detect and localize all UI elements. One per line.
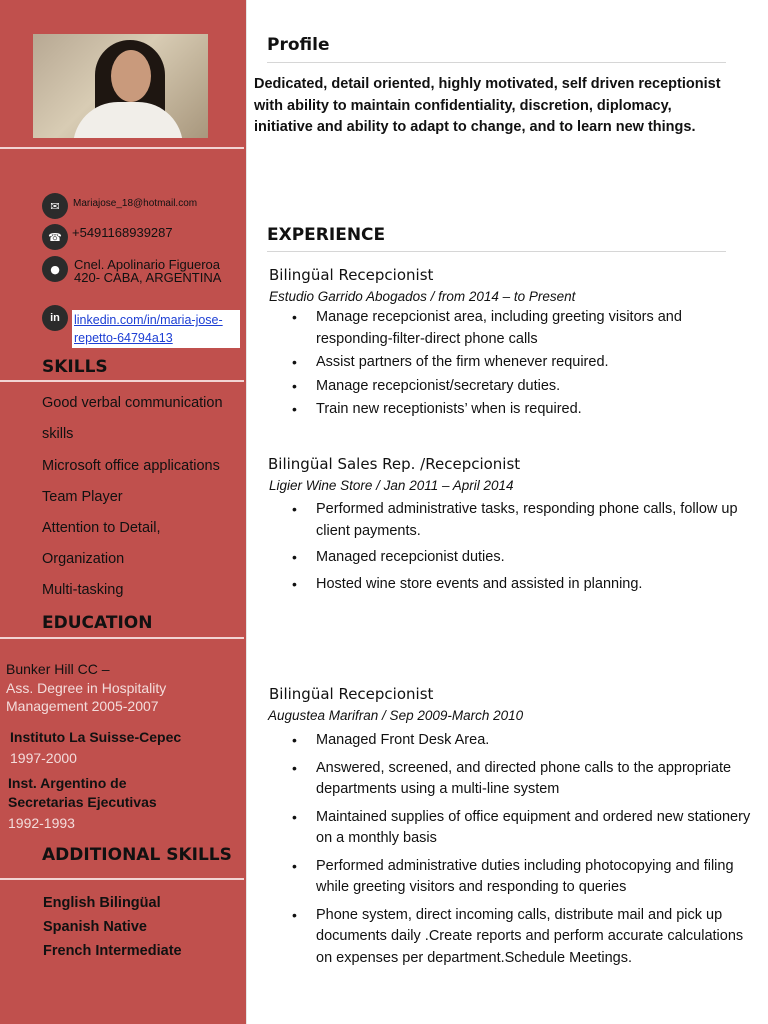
- sidebar: [0, 0, 246, 1024]
- job-bullet: • Hosted wine store events and assisted in planning.: [292, 574, 752, 596]
- phone-text: +5491168939287: [72, 225, 173, 240]
- job-bullet: • Answered, screened, and directed phone calls to the appropriate departments using a multi-line system: [292, 758, 752, 801]
- education-school-3-years: 1992-1993: [8, 815, 75, 831]
- skills-divider: [0, 380, 244, 382]
- job-bullet: • Manage recepcionist area, including greeting visitors and responding-filter-direct phone calls: [292, 307, 752, 350]
- linkedin-link[interactable]: [72, 310, 240, 348]
- address-line-1: Cnel. Apolinario Figueroa: [74, 257, 220, 272]
- linkedin-link-line-1[interactable]: linkedin.com/in/maria-jose-: [74, 313, 223, 327]
- job-bullets: [292, 307, 752, 421]
- job-meta: Estudio Garrido Abogados / from 2014 – to Present: [269, 289, 576, 304]
- skill-item: Good verbal communication: [42, 395, 223, 411]
- profile-text: Dedicated, detail oriented, highly motivated, self driven receptionist with ability to maintain confidentiality, discretion, diplomacy, initiative and ability to adapt to change, and to learn new things.: [254, 76, 721, 135]
- job-bullet: • Assist partners of the firm whenever required.: [292, 352, 752, 374]
- job-title: Bilingüal Recepcionist: [269, 685, 434, 703]
- profile-photo: [33, 34, 208, 138]
- skill-item: Team Player: [42, 489, 123, 505]
- job-meta: Ligier Wine Store / Jan 2011 – April 2014: [269, 478, 514, 493]
- address-line-2: 420- CABA, ARGENTINA: [74, 270, 222, 285]
- additional-skill-item: English Bilingüal: [43, 895, 161, 911]
- additional-skills-heading: ADDITIONAL SKILLS: [42, 845, 232, 865]
- profile-heading: Profile: [267, 35, 330, 55]
- job-bullet: • Performed administrative duties including photocopying and filing while greeting visitors and responding to queries: [292, 856, 752, 899]
- education-degree-line-1: Ass. Degree in Hospitality: [6, 680, 167, 696]
- job-bullet: • Performed administrative tasks, responding phone calls, follow up client payments.: [292, 499, 752, 542]
- education-school-2-years: 1997-2000: [10, 750, 77, 766]
- education-divider: [0, 637, 244, 639]
- education-school-2: Instituto La Suisse-Cepec: [10, 729, 182, 745]
- job-bullets: [292, 499, 752, 595]
- job-meta: Augustea Marifran / Sep 2009-March 2010: [268, 708, 524, 723]
- school-1-name: Bunker Hill CC: [6, 661, 98, 677]
- email-icon: ✉: [42, 193, 68, 219]
- skill-item: skills: [42, 426, 74, 442]
- profile-rule: [267, 62, 726, 63]
- additional-skills-divider: [0, 878, 244, 880]
- additional-skill-item: Spanish Native: [43, 919, 147, 935]
- job-bullet: • Manage recepcionist/secretary duties.: [292, 376, 752, 398]
- education-degree-line-2: Management 2005-2007: [6, 698, 159, 714]
- experience-rule: [267, 251, 726, 252]
- additional-skill-item: French Intermediate: [43, 943, 182, 959]
- job-title: Bilingüal Recepcionist: [269, 266, 434, 284]
- school-1-dash: –: [97, 661, 110, 677]
- job-bullet: • Train new receptionists’ when is required.: [292, 399, 752, 421]
- job-bullets: [292, 730, 752, 969]
- linkedin-link-line-2[interactable]: repetto-64794a13: [74, 331, 173, 345]
- skill-item: Microsoft office applications: [42, 458, 220, 474]
- skill-item: Attention to Detail,: [42, 520, 161, 536]
- sidebar-divider: [0, 147, 244, 149]
- email-text: Mariajose_18@hotmail.com: [73, 198, 198, 209]
- page-divider: [246, 0, 247, 1024]
- job-bullet: • Phone system, direct incoming calls, distribute mail and pick up documents daily .Create reports and perform accurate calculations on expenses per department.Schedule Meetings.: [292, 905, 752, 970]
- job-bullet: • Maintained supplies of office equipment and ordered new stationery on a monthly basis: [292, 807, 752, 850]
- linkedin-icon: in: [42, 305, 68, 331]
- education-heading: EDUCATION: [42, 613, 153, 633]
- skill-item: Organization: [42, 551, 125, 567]
- phone-icon: ☎: [42, 224, 68, 250]
- location-icon: ●: [42, 256, 68, 282]
- education-school-1: [6, 660, 110, 678]
- education-school-3-line-1: Inst. Argentino de: [8, 775, 127, 791]
- education-school-3-line-2: Secretarias Ejecutivas: [8, 794, 157, 810]
- job-title: Bilingüal Sales Rep. /Recepcionist: [268, 455, 521, 473]
- experience-heading: EXPERIENCE: [267, 225, 386, 245]
- job-bullet: • Managed recepcionist duties.: [292, 547, 752, 569]
- job-bullet: • Managed Front Desk Area.: [292, 730, 752, 752]
- skill-item: Multi-tasking: [42, 582, 124, 598]
- skills-heading: SKILLS: [42, 357, 108, 377]
